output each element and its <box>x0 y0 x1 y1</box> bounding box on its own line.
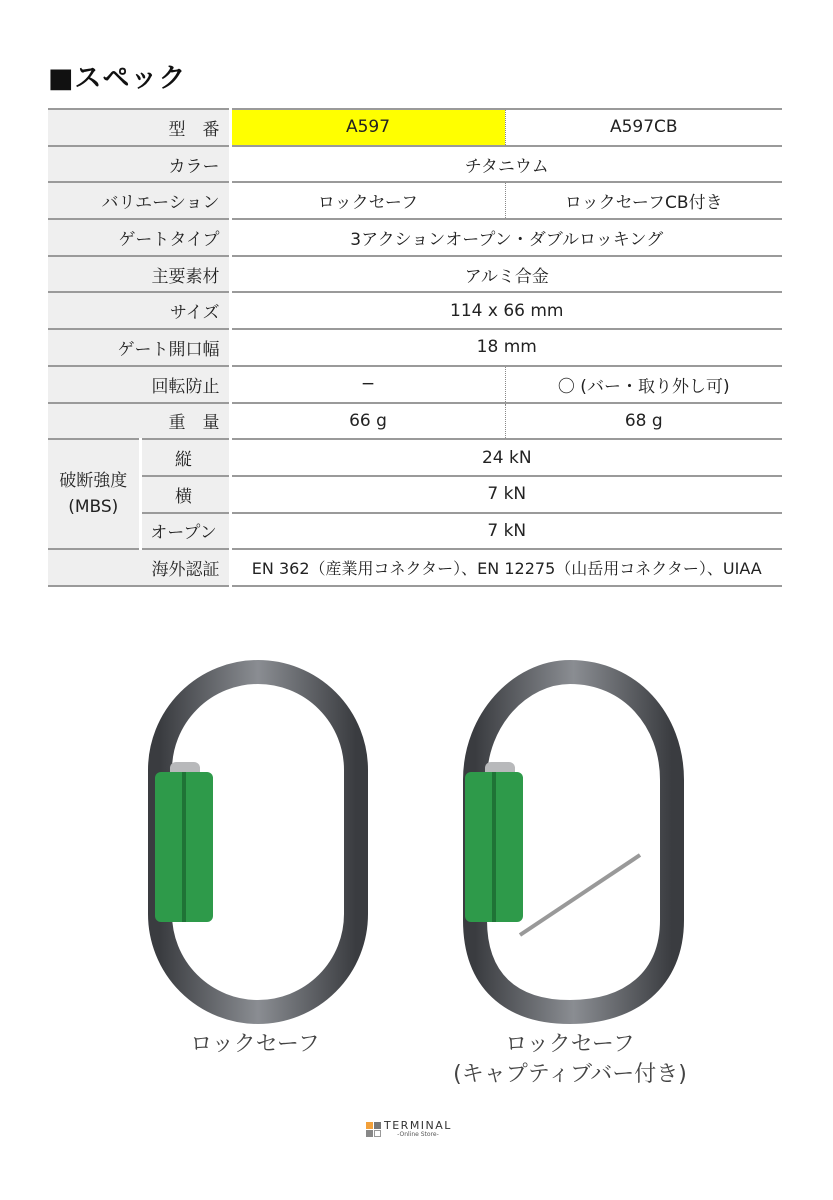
row-value: 24 kN <box>230 439 782 476</box>
row-value: 18 mm <box>230 329 782 366</box>
table-row <box>48 513 782 550</box>
terminal-logo <box>366 1120 452 1138</box>
row-label: 海外認証 <box>48 549 230 586</box>
caption-left: ロックセーフ <box>190 1032 320 1057</box>
row-value: 66 g <box>230 403 505 440</box>
logo-name: TERMINAL <box>384 1119 452 1132</box>
caption-right <box>440 1030 700 1089</box>
row-value: 7 kN <box>230 476 782 513</box>
section-title: ■スペック <box>48 63 187 94</box>
row-value: アルミ合金 <box>230 256 782 293</box>
row-value: 〇 (バー・取り外し可) <box>505 366 782 403</box>
row-label: ゲート開口幅 <box>48 329 230 366</box>
row-label: 主要素材 <box>48 256 230 293</box>
table-row <box>48 109 782 146</box>
row-label: カラー <box>48 146 230 183</box>
table-row <box>48 476 782 513</box>
table-row <box>48 366 782 403</box>
model-a: A597 <box>230 109 505 146</box>
mbs-label-2: (MBS) <box>68 497 119 518</box>
model-b: A597CB <box>505 109 782 146</box>
row-label: オープン <box>140 513 230 550</box>
row-value: チタニウム <box>230 146 782 183</box>
row-label: サイズ <box>48 292 230 329</box>
caption-right-1: ロックセーフ <box>505 1032 635 1057</box>
row-value: − <box>230 366 505 403</box>
row-label: ゲートタイプ <box>48 219 230 256</box>
carabiner-locksafe-image <box>155 672 356 1012</box>
table-row <box>48 292 782 329</box>
logo-sub: -Online Store- <box>397 1131 439 1138</box>
caption-right-2: (キャプティブバー付き) <box>453 1061 687 1087</box>
row-value: 68 g <box>505 403 782 440</box>
table-row <box>48 182 782 219</box>
table-row <box>48 403 782 440</box>
row-label: 重 量 <box>48 403 230 440</box>
row-value: ロックセーフ <box>230 182 505 219</box>
row-value: 114 x 66 mm <box>230 292 782 329</box>
mbs-label-1: 破断強度 <box>59 470 128 491</box>
row-value: ロックセーフCB付き <box>505 182 782 219</box>
mbs-label <box>48 439 140 549</box>
product-images <box>0 650 833 1030</box>
row-value: 3アクションオープン・ダブルロッキング <box>230 219 782 256</box>
table-row <box>48 256 782 293</box>
table-row <box>48 146 782 183</box>
row-value: 7 kN <box>230 513 782 550</box>
row-label: 横 <box>140 476 230 513</box>
table-row <box>48 329 782 366</box>
table-row <box>48 549 782 586</box>
row-label: 型 番 <box>48 109 230 146</box>
logo-mark-icon <box>366 1122 381 1137</box>
table-row <box>48 439 782 476</box>
row-label: 縦 <box>140 439 230 476</box>
row-value: EN 362（産業用コネクター）、EN 12275（山岳用コネクター）、UIAA <box>230 549 782 586</box>
row-label: バリエーション <box>48 182 230 219</box>
table-row <box>48 219 782 256</box>
carabiner-locksafe-cb-image <box>465 672 672 1012</box>
row-label: 回転防止 <box>48 366 230 403</box>
spec-table <box>48 108 782 587</box>
